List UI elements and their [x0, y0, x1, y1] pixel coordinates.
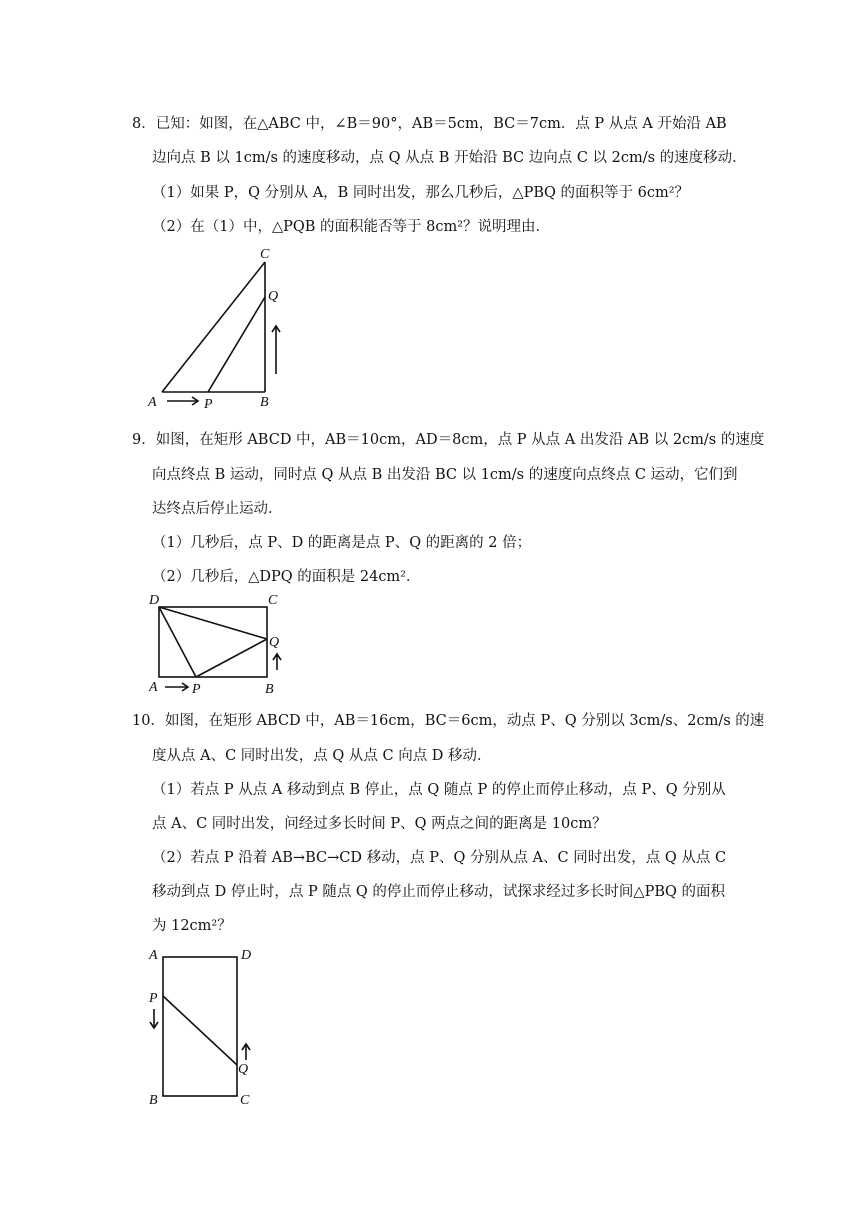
label-a: A	[149, 948, 158, 963]
segment-dp	[159, 607, 196, 677]
problem-8-line-1: 8．已知：如图，在△ABC 中，∠B＝90°，AB＝5cm，BC＝7cm．点 P 从点 A 开始沿 AB	[132, 116, 727, 132]
problem-10-part-2-cont-1: 移动到点 D 停止时，点 P 随点 Q 的停止而停止移动，试探求经过多长时间△PBQ 的面积	[152, 884, 725, 900]
label-p: P	[149, 991, 158, 1006]
label-p: P	[192, 682, 201, 697]
problem-8-part-1: （1）如果 P，Q 分别从 A，B 同时出发，那么几秒后，△PBQ 的面积等于 6cm²？	[152, 185, 690, 201]
problem-10-part-2-cont-2: 为 12cm²？	[152, 918, 232, 934]
rectangle-abcd	[163, 957, 237, 1096]
rectangle-abcd	[159, 607, 267, 677]
problem-10-line-1: 10．如图，在矩形 ABCD 中，AB＝16cm，BC＝6cm，动点 P、Q 分别以 3cm/s、2cm/s 的速	[132, 713, 765, 729]
problem-8-line-2: 边向点 B 以 1cm/s 的速度移动，点 Q 从点 B 开始沿 BC 边向点 C 以 2cm/s 的速度移动．	[152, 150, 747, 166]
segment-pq	[196, 639, 267, 677]
label-d: D	[241, 948, 252, 963]
problem-8-part-2: （2）在（1）中，△PQB 的面积能否等于 8cm²？说明理由．	[152, 219, 551, 235]
segment-pq	[208, 297, 265, 392]
segment-ac	[162, 262, 265, 392]
segment-pq	[163, 996, 237, 1065]
label-c: C	[240, 1093, 250, 1108]
segment-dq	[159, 607, 267, 639]
label-c: C	[260, 247, 270, 262]
label-q: Q	[269, 635, 280, 650]
problem-10-figure	[142, 942, 262, 1110]
problem-10-part-1-cont: 点 A、C 同时出发，问经过多长时间 P、Q 两点之间的距离是 10cm？	[152, 816, 607, 832]
label-d: D	[149, 593, 160, 608]
label-q: Q	[268, 289, 279, 304]
label-b: B	[265, 682, 274, 697]
label-p: P	[204, 397, 213, 412]
problem-9-line-2: 向点终点 B 运动，同时点 Q 从点 B 出发沿 BC 以 1cm/s 的速度向点终点 C 运动，它们到	[152, 467, 738, 483]
label-b: B	[260, 395, 269, 410]
label-a: A	[148, 395, 157, 410]
problem-9-figure	[140, 590, 300, 700]
problem-10-part-2: （2）若点 P 沿着 AB→BC→CD 移动，点 P、Q 分别从点 A、C 同时出发，点 Q 从点 C	[152, 850, 727, 866]
problem-9-part-1: （1）几秒后，点 P、D 的距离是点 P、Q 的距离的 2 倍；	[152, 535, 532, 551]
problem-9-line-3: 达终点后停止运动．	[152, 501, 283, 517]
problem-9-line-1: 9．如图，在矩形 ABCD 中，AB＝10cm，AD＝8cm，点 P 从点 A 出发沿 AB 以 2cm/s 的速度	[132, 432, 765, 448]
label-a: A	[149, 680, 158, 695]
problem-10-line-2: 度从点 A、C 同时出发，点 Q 从点 C 向点 D 移动．	[152, 748, 492, 764]
problem-9-part-2: （2）几秒后，△DPQ 的面积是 24cm²．	[152, 569, 421, 585]
problem-10-part-1: （1）若点 P 从点 A 移动到点 B 停止，点 Q 随点 P 的停止而停止移动，点 P、Q 分别从	[152, 782, 726, 798]
label-b: B	[149, 1093, 158, 1108]
problem-8-figure	[140, 244, 300, 414]
label-q: Q	[238, 1062, 249, 1077]
label-c: C	[268, 593, 278, 608]
